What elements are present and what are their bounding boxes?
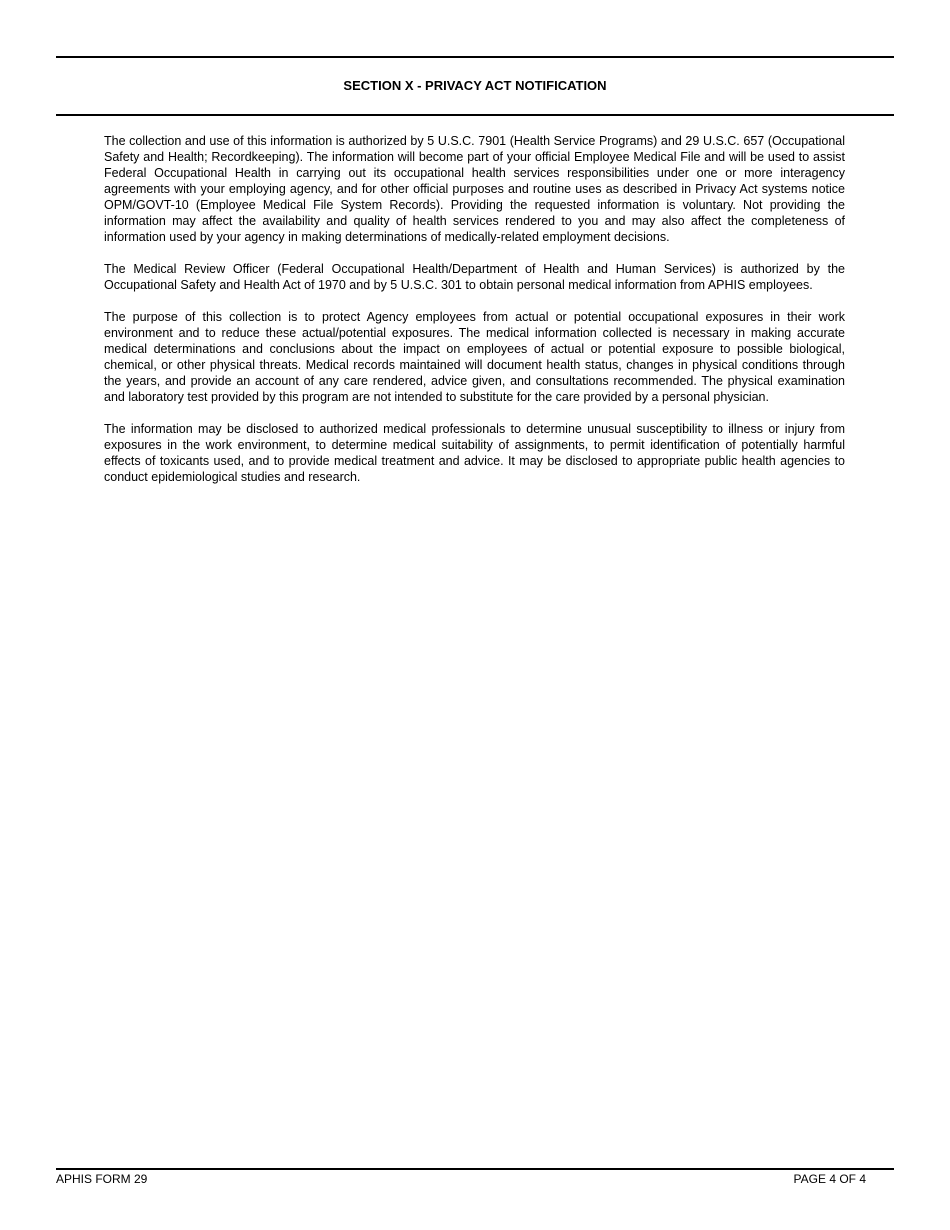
paragraph-authority: The collection and use of this information is authorized by 5 U.S.C. 7901 (Health Service Programs) and 29 U.S.C. 657 (Occupational Safety and Health; Recordkeeping). The information will become part of your official Employee Medical File and will be used to assist Federal Occupational Health in carrying out its occupational health services responsibilities under one or more interagency agreements with your employing agency, and for other official purposes and routine uses as described in Privacy Act systems notice OPM/GOVT-10 (Employee Medical File System Records). Providing the requested information is voluntary. Not providing the information may affect the availability and quality of health services rendered to you and may also affect the completeness of information used by your agency in making determinations of medically-related employment decisions. [104, 134, 845, 244]
top-divider [56, 56, 894, 58]
footer-divider [56, 1168, 894, 1170]
page-number: PAGE 4 OF 4 [793, 1172, 866, 1186]
paragraph-medical-review-officer: The Medical Review Officer (Federal Occupational Health/Department of Health and Human Services) is authorized by the Occupational Safety and Health Act of 1970 and by 5 U.S.C. 301 to obtain personal medical information from APHIS employees. [104, 262, 845, 292]
section-divider [56, 114, 894, 116]
section-title: SECTION X - PRIVACY ACT NOTIFICATION [343, 78, 607, 93]
privacy-act-text [104, 133, 845, 501]
paragraph-disclosure: The information may be disclosed to authorized medical professionals to determine unusual susceptibility to illness or injury from exposures in the work environment, to determine medical suitability of assignments, to permit identification of potentially harmful effects of toxicants used, and to provide medical treatment and advice. It may be disclosed to appropriate public health agencies to conduct epidemiological studies and research. [104, 422, 845, 484]
form-name: APHIS FORM 29 [56, 1172, 148, 1186]
paragraph-purpose: The purpose of this collection is to protect Agency employees from actual or potential occupational exposures in their work environment and to reduce these actual/potential exposures. The medical information collected is necessary in making accurate medical determinations and conclusions about the impact on employees of actual or potential exposure to possible biological, chemical, or other physical threats. Medical records maintained will document health status, changes in physical conditions through the years, and provide an account of any care rendered, advice given, and consultations recommended. The physical examination and laboratory test provided by this program are not intended to substitute for the care provided by a personal physician. [104, 310, 845, 404]
